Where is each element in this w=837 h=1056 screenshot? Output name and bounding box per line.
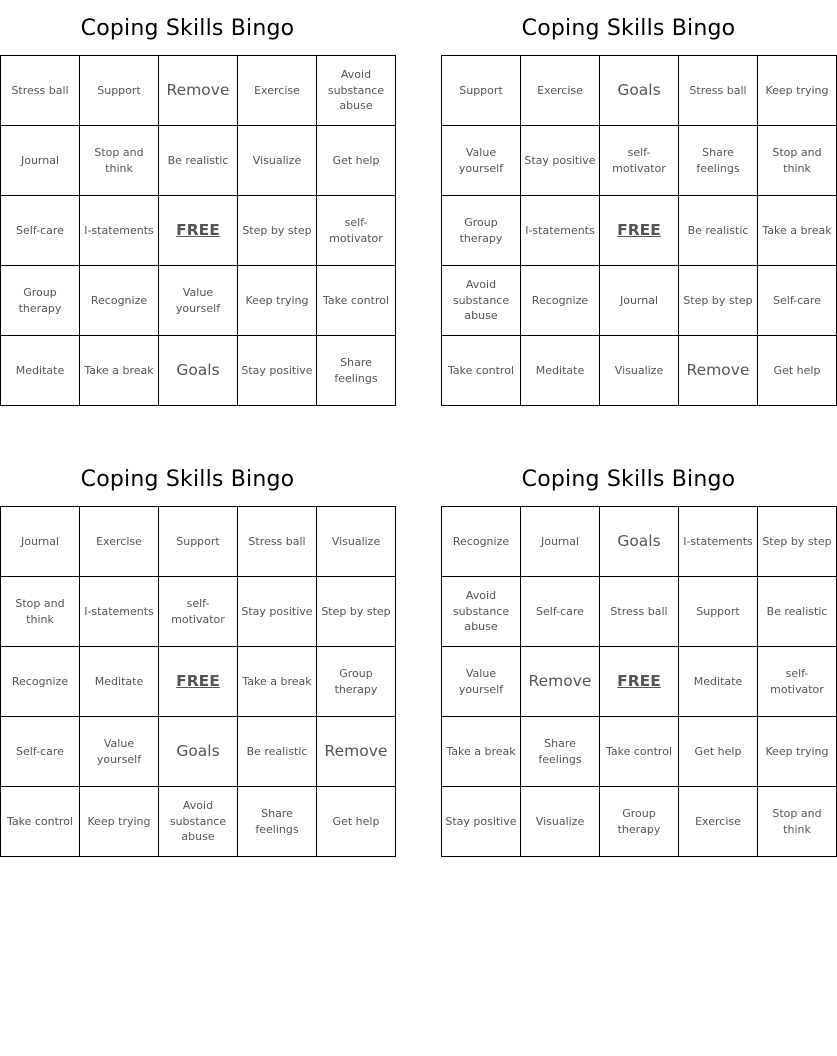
- bingo-cell: self-motivator: [600, 126, 679, 196]
- bingo-cell: Share feelings: [521, 717, 600, 787]
- bingo-cell: Support: [80, 56, 159, 126]
- bingo-cell: Journal: [600, 266, 679, 336]
- bingo-cell: Group therapy: [442, 196, 521, 266]
- bingo-row: [442, 507, 837, 577]
- bingo-row: [442, 56, 837, 126]
- bingo-cell: Share feelings: [317, 336, 396, 406]
- bingo-cell: Goals: [600, 507, 679, 577]
- bingo-card-2: [441, 0, 832, 406]
- bingo-cell: Visualize: [238, 126, 317, 196]
- bingo-cell: Share feelings: [238, 787, 317, 857]
- bingo-cell: Stop and think: [1, 577, 80, 647]
- bingo-cell: I-statements: [80, 577, 159, 647]
- bingo-card-3: [0, 451, 391, 857]
- bingo-cell: Get help: [317, 126, 396, 196]
- bingo-cell: Take control: [600, 717, 679, 787]
- bingo-grid: [0, 55, 396, 406]
- bingo-cell: Goals: [159, 717, 238, 787]
- bingo-cell: Be realistic: [679, 196, 758, 266]
- bingo-cell: Visualize: [600, 336, 679, 406]
- bingo-cell: Stay positive: [442, 787, 521, 857]
- bingo-row: [442, 647, 837, 717]
- bingo-grid: [0, 506, 396, 857]
- bingo-cell: Recognize: [1, 647, 80, 717]
- bingo-cell: Exercise: [521, 56, 600, 126]
- bingo-row: [442, 577, 837, 647]
- bingo-cell: Visualize: [317, 507, 396, 577]
- bingo-cell: Remove: [317, 717, 396, 787]
- bingo-cell: Value yourself: [442, 126, 521, 196]
- bingo-cell: Stress ball: [1, 56, 80, 126]
- bingo-cell: Goals: [600, 56, 679, 126]
- bingo-cell: Stress ball: [600, 577, 679, 647]
- bingo-cell: Value yourself: [159, 266, 238, 336]
- free-space-cell: FREE: [600, 196, 679, 266]
- bingo-grid: [441, 55, 837, 406]
- bingo-row: [1, 647, 396, 717]
- bingo-cell: I-statements: [679, 507, 758, 577]
- bingo-cell: I-statements: [521, 196, 600, 266]
- bingo-cell: Journal: [521, 507, 600, 577]
- bingo-cell: Value yourself: [442, 647, 521, 717]
- bingo-row: [1, 717, 396, 787]
- bingo-cell: Keep trying: [238, 266, 317, 336]
- bingo-cell: Stop and think: [758, 126, 837, 196]
- bingo-cell: Group therapy: [1, 266, 80, 336]
- bingo-cell: Stress ball: [679, 56, 758, 126]
- bingo-row: [1, 507, 396, 577]
- bingo-cell: Exercise: [238, 56, 317, 126]
- bingo-cell: Visualize: [521, 787, 600, 857]
- bingo-cell: Stay positive: [238, 577, 317, 647]
- bingo-row: [1, 336, 396, 406]
- bingo-cell: Stop and think: [80, 126, 159, 196]
- bingo-cell: Get help: [758, 336, 837, 406]
- bingo-card-1: [0, 0, 389, 406]
- free-space-cell: FREE: [159, 647, 238, 717]
- bingo-cell: Avoid substance abuse: [159, 787, 238, 857]
- bingo-cell: Avoid substance abuse: [442, 577, 521, 647]
- bingo-cell: Step by step: [758, 507, 837, 577]
- bingo-cell: Stay positive: [521, 126, 600, 196]
- bingo-cell: Support: [159, 507, 238, 577]
- bingo-cell: Recognize: [442, 507, 521, 577]
- bingo-cell: Be realistic: [159, 126, 238, 196]
- bingo-cell: I-statements: [80, 196, 159, 266]
- card-title: Coping Skills Bingo: [521, 16, 736, 41]
- card-title: Coping Skills Bingo: [80, 467, 295, 492]
- bingo-row: [1, 266, 396, 336]
- free-space-cell: FREE: [159, 196, 238, 266]
- bingo-cell: Stress ball: [238, 507, 317, 577]
- bingo-row: [442, 787, 837, 857]
- bingo-cell: Stay positive: [238, 336, 317, 406]
- bingo-cell: Exercise: [679, 787, 758, 857]
- bingo-cell: self-motivator: [159, 577, 238, 647]
- bingo-cell: Meditate: [679, 647, 758, 717]
- bingo-cell: Support: [679, 577, 758, 647]
- bingo-cell: Get help: [679, 717, 758, 787]
- bingo-cell: Self-care: [521, 577, 600, 647]
- bingo-cell: Recognize: [521, 266, 600, 336]
- bingo-cell: Self-care: [1, 717, 80, 787]
- bingo-cell: Keep trying: [758, 717, 837, 787]
- bingo-cell: Meditate: [521, 336, 600, 406]
- bingo-cell: Support: [442, 56, 521, 126]
- bingo-cell: self-motivator: [758, 647, 837, 717]
- bingo-row: [442, 266, 837, 336]
- bingo-cell: Avoid substance abuse: [442, 266, 521, 336]
- bingo-row: [1, 787, 396, 857]
- bingo-cell: Take control: [1, 787, 80, 857]
- bingo-cell: Avoid substance abuse: [317, 56, 396, 126]
- free-space-cell: FREE: [600, 647, 679, 717]
- bingo-cell: Group therapy: [317, 647, 396, 717]
- bingo-cell: Exercise: [80, 507, 159, 577]
- bingo-cell: Stop and think: [758, 787, 837, 857]
- bingo-cell: Keep trying: [758, 56, 837, 126]
- bingo-cell: Take a break: [758, 196, 837, 266]
- bingo-cell: Take control: [442, 336, 521, 406]
- bingo-cell: Take a break: [80, 336, 159, 406]
- bingo-cell: Value yourself: [80, 717, 159, 787]
- bingo-row: [442, 196, 837, 266]
- bingo-cell: Group therapy: [600, 787, 679, 857]
- bingo-cell: Meditate: [80, 647, 159, 717]
- bingo-cell: Journal: [1, 126, 80, 196]
- bingo-cell: Take a break: [238, 647, 317, 717]
- bingo-card-4: [441, 451, 832, 857]
- bingo-row: [1, 126, 396, 196]
- card-title: Coping Skills Bingo: [80, 16, 295, 41]
- bingo-cell: Self-care: [1, 196, 80, 266]
- bingo-cell: Remove: [679, 336, 758, 406]
- bingo-cell: Goals: [159, 336, 238, 406]
- bingo-row: [1, 196, 396, 266]
- bingo-cell: Keep trying: [80, 787, 159, 857]
- bingo-cell: Remove: [159, 56, 238, 126]
- bingo-cell: Take control: [317, 266, 396, 336]
- bingo-cell: Get help: [317, 787, 396, 857]
- bingo-cell: Remove: [521, 647, 600, 717]
- bingo-cell: Take a break: [442, 717, 521, 787]
- bingo-cell: Be realistic: [238, 717, 317, 787]
- bingo-row: [442, 717, 837, 787]
- bingo-row: [1, 56, 396, 126]
- bingo-cell: Journal: [1, 507, 80, 577]
- bingo-cell: Share feelings: [679, 126, 758, 196]
- bingo-row: [1, 577, 396, 647]
- bingo-cell: self-motivator: [317, 196, 396, 266]
- bingo-cell: Step by step: [679, 266, 758, 336]
- bingo-cell: Recognize: [80, 266, 159, 336]
- bingo-cell: Be realistic: [758, 577, 837, 647]
- bingo-cell: Step by step: [317, 577, 396, 647]
- bingo-cell: Self-care: [758, 266, 837, 336]
- card-title: Coping Skills Bingo: [521, 467, 736, 492]
- bingo-grid: [441, 506, 837, 857]
- bingo-row: [442, 126, 837, 196]
- bingo-cell: Meditate: [1, 336, 80, 406]
- bingo-cell: Step by step: [238, 196, 317, 266]
- bingo-row: [442, 336, 837, 406]
